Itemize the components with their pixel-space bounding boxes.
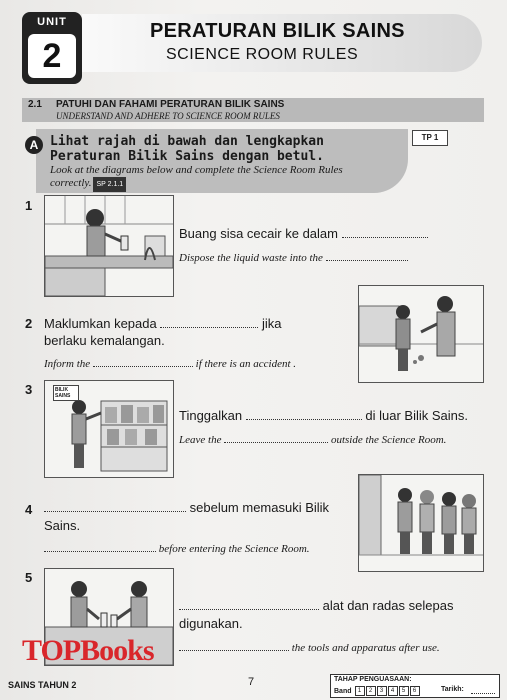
page-number: 7 [248,676,255,688]
page-title: PERATURAN BILIK SAINS [150,20,405,42]
section-title-english: UNDERSTAND AND ADHERE TO SCIENCE ROOM RULES [56,111,280,121]
question-5-number: 5 [25,570,33,585]
question-3-english-a: Leave the [179,434,222,446]
question-4-number: 4 [25,502,33,517]
mastery-level-title: TAHAP PENGUASAAN: [334,676,412,683]
question-1-english [179,250,408,264]
unit-badge [22,12,82,84]
question-2-english [44,356,296,370]
answer-blank-3-english[interactable] [224,432,328,443]
band-label: Band [334,687,352,695]
question-3-malay-b: di luar Bilik Sains. [365,408,468,423]
question-2-malay-c: berlaku kemalangan. [44,333,165,348]
illustration-bag-rack [44,380,174,478]
section-number: 2.1 [28,99,42,110]
unit-label: UNIT [37,16,67,28]
answer-blank-5[interactable] [179,599,319,610]
question-2-malay-a: Maklumkan kepada [44,316,157,331]
answer-blank-2[interactable] [160,317,258,328]
question-3-english [179,432,446,446]
band-cell[interactable]: 3 [377,686,387,696]
question-4-malay-b: Sains. [44,518,81,533]
question-4-english [44,541,310,555]
question-2-english-a: Inform the [44,358,91,370]
answer-blank-2-english[interactable] [93,356,193,367]
answer-blank-5-english[interactable] [179,640,289,651]
date-label: Tarikh: [441,686,464,693]
question-5-malay-b: digunakan. [179,616,243,631]
band-cell[interactable]: 4 [388,686,398,696]
question-3-number: 3 [25,382,33,397]
answer-blank-1[interactable] [342,227,428,238]
science-room-sign: BILIK SAINS [53,385,79,401]
question-2-number: 2 [25,316,33,331]
illustration-queue [358,474,484,572]
topbooks-logo: TOPBooks [22,634,154,667]
question-5-malay [179,598,453,613]
question-1-number: 1 [25,198,33,213]
band-cell[interactable]: 5 [399,686,409,696]
instruction-malay: Lihat rajah di bawah dan lengkapkan Peraturan Bilik Sains dengan betul. [50,134,324,164]
activity-letter: A [25,136,43,154]
band-row [334,686,420,696]
answer-blank-4-english[interactable] [44,541,156,552]
answer-blank-4[interactable] [44,501,186,512]
question-5-english [179,640,440,654]
instruction-english-text: Look at the diagrams below and complete the Science Room Rules correctly. [50,164,343,189]
band-cell[interactable]: 1 [355,686,365,696]
question-5-english-text: the tools and apparatus after use. [291,642,440,654]
question-1-malay-text: Buang sisa cecair ke dalam [179,226,338,241]
mastery-level-box [330,674,500,698]
band-cell[interactable]: 2 [366,686,376,696]
question-1-english-text: Dispose the liquid waste into the [179,252,323,264]
date-blank[interactable] [471,693,495,694]
question-2-malay [44,316,282,331]
section-title: PATUHI DAN FAHAMI PERATURAN BILIK SAINS [56,99,285,110]
question-3-english-b: outside the Science Room. [330,434,447,446]
band-cell[interactable]: 6 [410,686,420,696]
question-4-malay [44,500,329,515]
page-subtitle: SCIENCE ROOM RULES [166,46,359,63]
question-1-malay [179,226,428,241]
question-2-english-b: if there is an accident . [195,358,297,370]
question-2-malay-b: jika [261,316,282,331]
illustration-sink [44,195,174,297]
question-4-malay-a: sebelum memasuki Bilik [189,500,330,515]
unit-number: 2 [28,34,76,78]
question-3-malay [179,408,468,423]
instruction-english [50,164,380,192]
sp-code: SP 2.1.1 [93,177,126,192]
tp-badge: TP 1 [412,130,448,146]
illustration-accident [358,285,484,383]
question-5-malay-a: alat dan radas selepas [322,598,454,613]
answer-blank-3[interactable] [246,409,362,420]
answer-blank-1-english[interactable] [326,250,408,261]
question-4-english-text: before entering the Science Room. [158,543,310,555]
question-3-malay-a: Tinggalkan [179,408,243,423]
book-title: SAINS TAHUN 2 [8,680,77,690]
